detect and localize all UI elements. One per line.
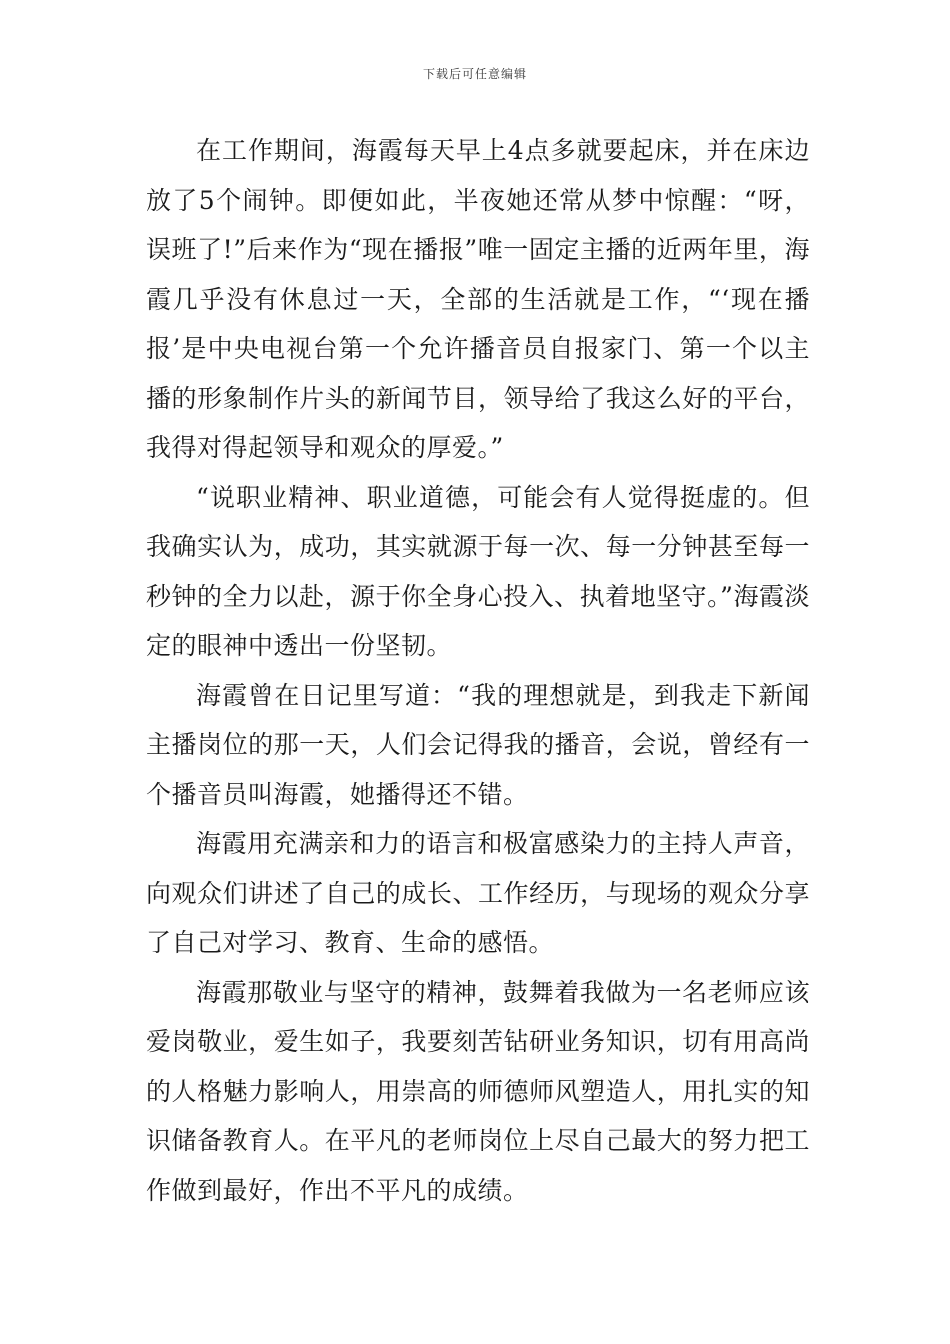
header-note: 下载后可任意编辑: [422, 67, 527, 81]
document-body: [146, 126, 810, 1215]
paragraph-5: 海霞那敬业与坚守的精神，鼓舞着我做为一名老师应该爱岗敬业，爱生如子，我要刻苦钻研业务知识，切有用高尚的人格魅力影响人，用崇高的师德师风塑造人，用扎实的知识储备教育人。在平凡的老师岗位上尽自己最大的努力把工作做到最好，作出不平凡的成绩。: [146, 977, 810, 1205]
paragraph-1: 在工作期间，海霞每天早上4点多就要起床，并在床边放了5个闹钟。即便如此，半夜她还常从梦中惊醒：“呀，误班了!”后来作为“现在播报”唯一固定主播的近两年里，海霞几乎没有休息过一天，全部的生活就是工作，“‘现在播报’是中央电视台第一个允许播音员自报家门、第一个以主播的形象制作片头的新闻节目，领导给了我这么好的平台，我得对得起领导和观众的厚爱。”: [146, 136, 810, 462]
paragraph-4: 海霞用充满亲和力的语言和极富感染力的主持人声音，向观众们讲述了自己的成长、工作经历，与现场的观众分享了自己对学习、教育、生命的感悟。: [146, 829, 810, 957]
paragraph-2: “说职业精神、职业道德，可能会有人觉得挺虚的。但我确实认为，成功，其实就源于每一次、每一分钟甚至每一秒钟的全力以赴，源于你全身心投入、执着地坚守。”海霞淡定的眼神中透出一份坚韧。: [146, 482, 810, 660]
paragraph-3: 海霞曾在日记里写道：“我的理想就是，到我走下新闻主播岗位的那一天，人们会记得我的播音，会说，曾经有一个播音员叫海霞，她播得还不错。: [146, 680, 810, 809]
